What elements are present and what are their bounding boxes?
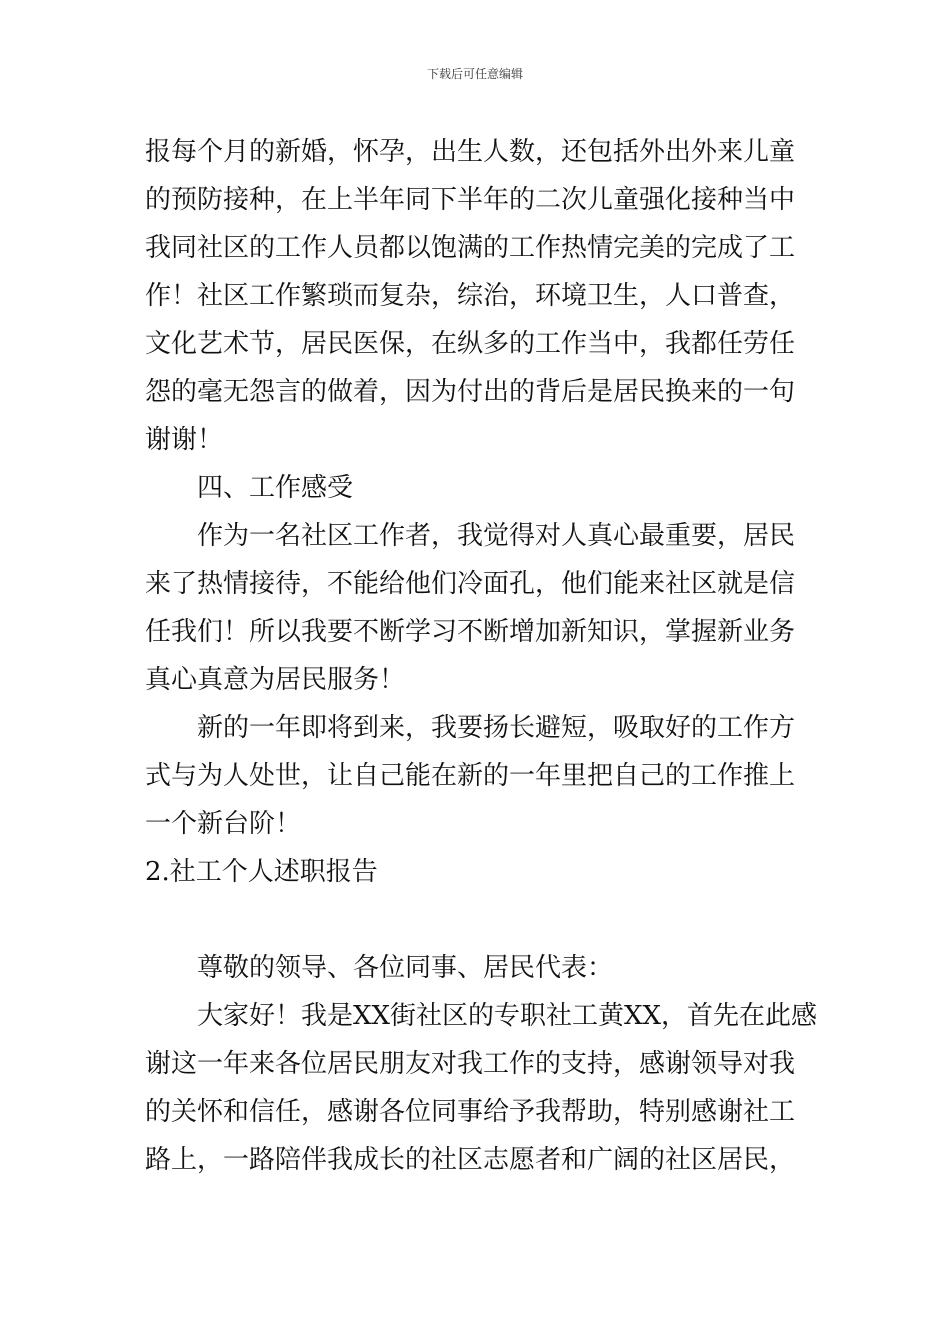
text-line: 任我们！所以我要不断学习不断增加新知识，掌握新业务 bbox=[145, 617, 796, 647]
text-line: 文化艺术节，居民医保，在纵多的工作当中，我都任劳任 bbox=[145, 329, 796, 359]
text-line: 式与为人处世，让自己能在新的一年里把自己的工作推上 bbox=[145, 761, 796, 791]
text-line: 作为一名社区工作者，我觉得对人真心最重要，居民 bbox=[197, 521, 796, 551]
text-line: 我同社区的工作人员都以饱满的工作热情完美的完成了工 bbox=[145, 233, 796, 263]
section-title: 2.社工个人述职报告 bbox=[145, 857, 378, 887]
section-heading: 四、工作感受 bbox=[197, 473, 354, 503]
text-line: 的关怀和信任，感谢各位同事给予我帮助，特别感谢社工 bbox=[145, 1097, 796, 1127]
header-note: 下载后可任意编辑 bbox=[426, 67, 523, 81]
text-line: 谢这一年来各位居民朋友对我工作的支持，感谢领导对我 bbox=[145, 1049, 796, 1079]
text-line: 路上，一路陪伴我成长的社区志愿者和广阔的社区居民， bbox=[145, 1145, 796, 1175]
text-line: 报每个月的新婚，怀孕，出生人数，还包括外出外来儿童 bbox=[145, 137, 796, 167]
text-line: 一个新台阶！ bbox=[145, 809, 302, 839]
text-line: 怨的毫无怨言的做着，因为付出的背后是居民换来的一句 bbox=[145, 377, 796, 407]
salutation: 尊敬的领导、各位同事、居民代表： bbox=[197, 953, 614, 983]
text-line: 谢谢！ bbox=[145, 425, 224, 455]
body-text bbox=[145, 128, 818, 1184]
text-line: 大家好！我是XX街社区的专职社工黄XX，首先在此感 bbox=[197, 1001, 818, 1031]
blank-line bbox=[145, 896, 810, 944]
text-line: 真心真意为居民服务！ bbox=[145, 665, 406, 695]
text-line: 来了热情接待，不能给他们冷面孔，他们能来社区就是信 bbox=[145, 569, 796, 599]
text-line: 作！社区工作繁琐而复杂，综治，环境卫生，人口普查， bbox=[145, 281, 796, 311]
text-line: 的预防接种，在上半年同下半年的二次儿童强化接种当中 bbox=[145, 185, 796, 215]
text-line: 新的一年即将到来，我要扬长避短，吸取好的工作方 bbox=[197, 713, 796, 743]
